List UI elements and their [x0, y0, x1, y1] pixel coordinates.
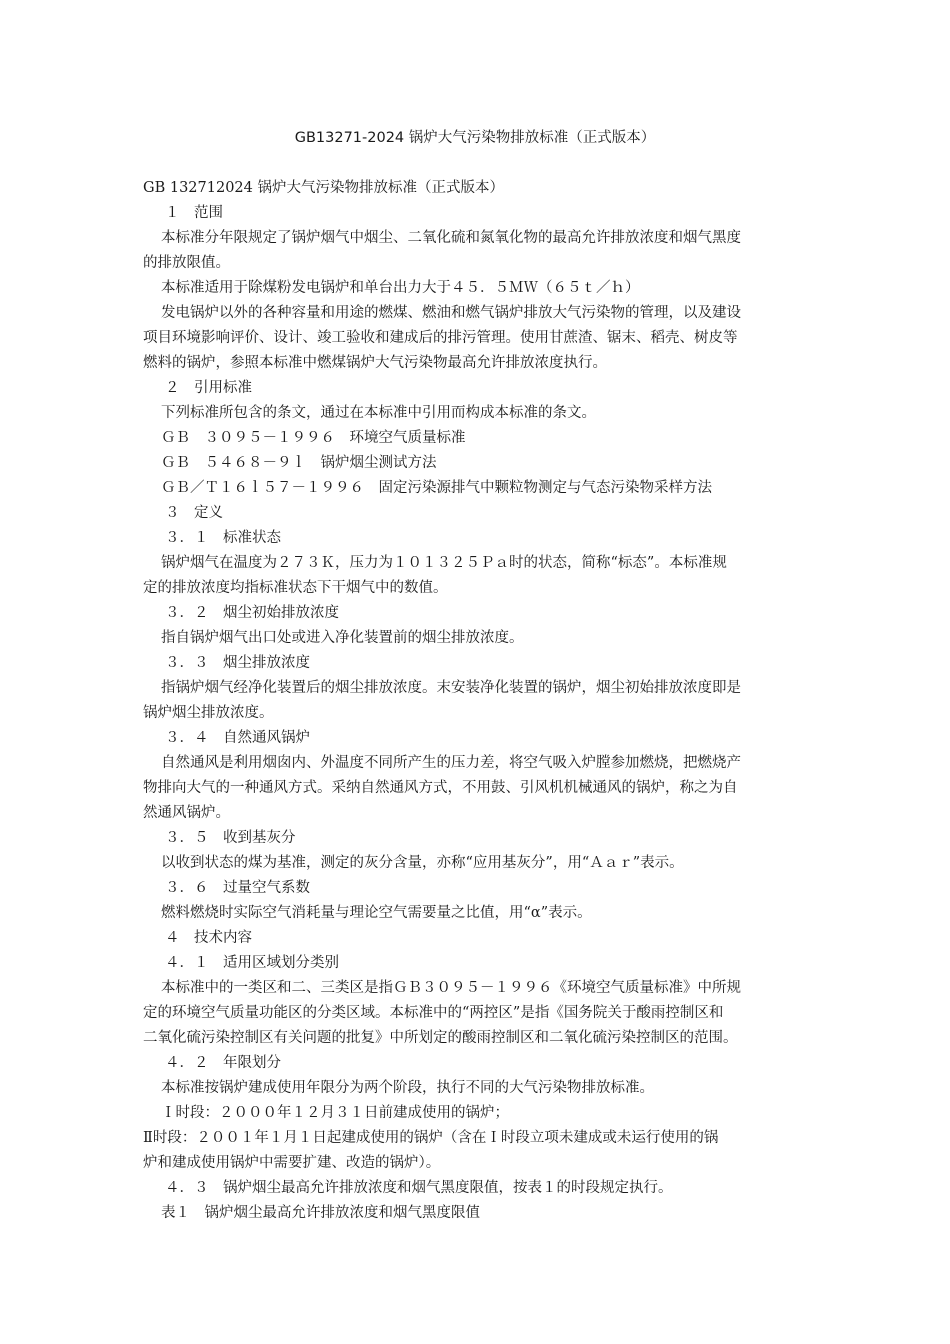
- document-line: ＧＢ ５４６８－９ｌ 锅炉烟尘测试方法: [161, 455, 437, 471]
- document-line: １ 范围: [165, 205, 223, 221]
- document-line: 以收到状态的煤为基准，测定的灰分含量，亦称“应用基灰分”，用“Ａａｒ”表示。: [161, 855, 684, 871]
- document-line: 本标准按锅炉建成使用年限分为两个阶段，执行不同的大气污染物排放标准。: [161, 1080, 654, 1096]
- document-title: GB13271-2024 锅炉大气污染物排放标准（正式版本）: [294, 130, 656, 146]
- document-line: ３ 定义: [165, 505, 223, 521]
- document-line: ３．２ 烟尘初始排放浓度: [165, 605, 339, 621]
- document-line: 锅炉烟尘排放浓度。: [143, 705, 274, 721]
- document-line: 燃料燃烧时实际空气消耗量与理论空气需要量之比值，用“α”表示。: [161, 905, 592, 921]
- document-line: 本标准适用于除煤粉发电锅炉和单台出力大于４５．５ＭＷ（６５ｔ／ｈ）: [161, 280, 640, 296]
- document-line: 指自锅炉烟气出口处或进入净化装置前的烟尘排放浓度。: [161, 630, 524, 646]
- document-line: ４．２ 年限划分: [165, 1055, 281, 1071]
- document-line: 本标准分年限规定了锅炉烟气中烟尘、二氧化硫和氮氧化物的最高允许排放浓度和烟气黑度: [161, 230, 741, 246]
- document-line: ３．６ 过量空气系数: [165, 880, 310, 896]
- document-line: ４ 技术内容: [165, 930, 252, 946]
- document-line: ＧＢ／Ｔ１６ｌ５７－１９９６ 固定污染源排气中颗粒物测定与气态污染物采样方法: [161, 480, 712, 496]
- document-line: 锅炉烟气在温度为２７３Ｋ，压力为１０１３２５Ｐａ时的状态，简称“标态”。本标准规: [161, 555, 727, 571]
- document-line: 炉和建成使用锅炉中需要扩建、改造的锅炉）。: [143, 1155, 441, 1171]
- document-line: Ｉ时段：２０００年１２月３１日前建成使用的锅炉；: [161, 1105, 509, 1121]
- document-line: 表１ 锅炉烟尘最高允许排放浓度和烟气黑度限值: [161, 1205, 480, 1221]
- document-body: [143, 176, 807, 1226]
- document-line: 的排放限值。: [143, 255, 230, 271]
- document-line: 指锅炉烟气经净化装置后的烟尘排放浓度。末安装净化装置的锅炉，烟尘初始排放浓度即是: [161, 680, 741, 696]
- document-line: ３．４ 自然通风锅炉: [165, 730, 310, 746]
- document-line: 二氧化硫污染控制区有关问题的批复》中所划定的酸雨控制区和二氧化硫污染控制区的范围。: [143, 1030, 738, 1046]
- document-line: ３．１ 标准状态: [165, 530, 281, 546]
- document-line: 本标准中的一类区和二、三类区是指ＧＢ３０９５－１９９６《环境空气质量标准》中所规: [161, 980, 741, 996]
- document-line: ４．３ 锅炉烟尘最高允许排放浓度和烟气黑度限值，按表１的时段规定执行。: [165, 1180, 673, 1196]
- document-line: ２ 引用标准: [165, 380, 252, 396]
- document-line: ４．１ 适用区域划分类别: [165, 955, 339, 971]
- document-line: 定的排放浓度均指标准状态下干烟气中的数值。: [143, 580, 448, 596]
- document-line: 物排向大气的一种通风方式。采纳自然通风方式，不用鼓、引风机机械通风的锅炉，称之为自: [143, 780, 738, 796]
- document-line: 发电锅炉以外的各种容量和用途的燃煤、燃油和燃气锅炉排放大气污染物的管理，以及建设: [161, 305, 741, 321]
- document-line: Ⅱ时段：２００１年１月１日起建成使用的锅炉（含在Ｉ时段立项未建成或未运行使用的锅: [143, 1130, 719, 1146]
- document-line: 然通风锅炉。: [143, 805, 230, 821]
- document-line: GB 132712024 锅炉大气污染物排放标准（正式版本）: [143, 180, 504, 196]
- document-line: 项目环境影响评价、设计、竣工验收和建成后的排污管理。使用甘蔗渣、锯末、稻壳、树皮等: [143, 330, 738, 346]
- document-line: 燃料的锅炉，参照本标准中燃煤锅炉大气污染物最高允许排放浓度执行。: [143, 355, 607, 371]
- document-line: ＧＢ ３０９５－１９９６ 环境空气质量标准: [161, 430, 466, 446]
- document-line: ３．３ 烟尘排放浓度: [165, 655, 310, 671]
- document-line: 自然通风是利用烟囱内、外温度不同所产生的压力差，将空气吸入炉膛参加燃烧，把燃烧产: [161, 755, 741, 771]
- document-line: ３．５ 收到基灰分: [165, 830, 296, 846]
- document-line: 下列标准所包含的条文，通过在本标准中引用而构成本标准的条文。: [161, 405, 596, 421]
- document-line: 定的环境空气质量功能区的分类区域。本标准中的“两控区”是指《国务院关于酸雨控制区和: [143, 1005, 724, 1021]
